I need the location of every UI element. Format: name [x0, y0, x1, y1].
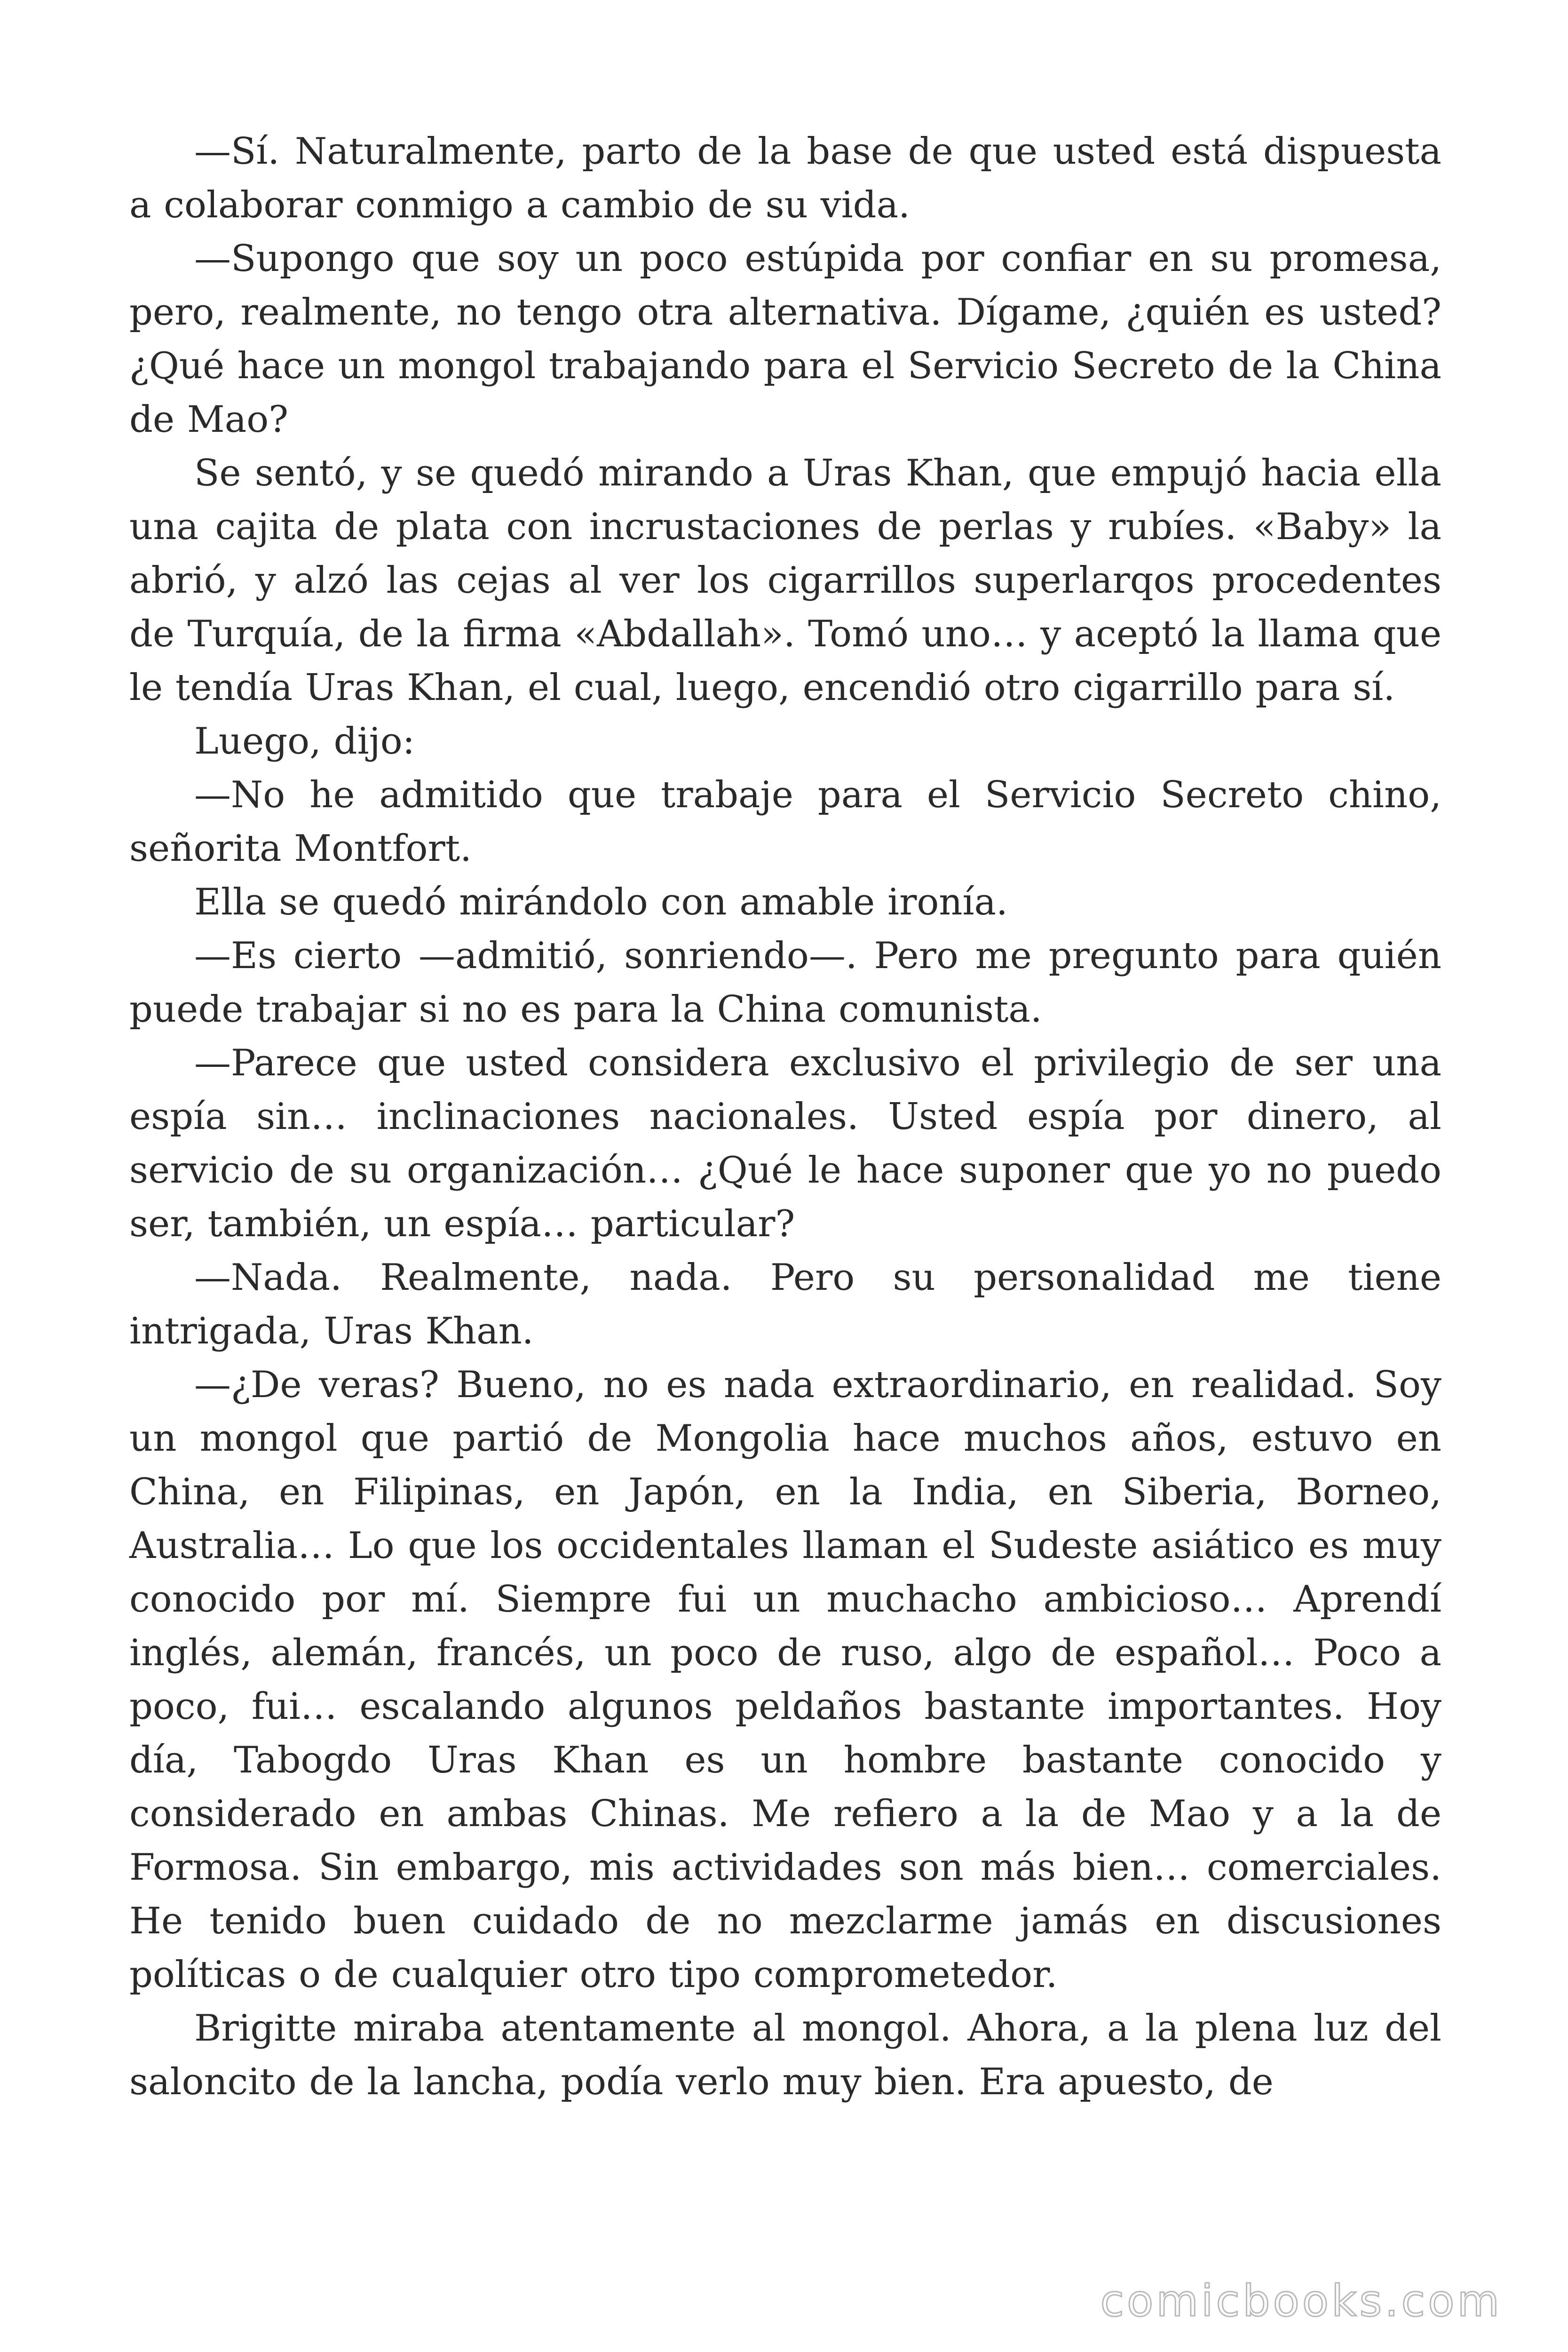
paragraph: Ella se quedó mirándolo con amable ironía. [194, 881, 1008, 923]
paragraph: —Supongo que soy un poco estúpida por confiar en su promesa, pero, realmente, no tengo otra alternativa. Dígame, ¿quién es usted? ¿Qué hace un mongol trabajando para el Servicio Secreto de la China de Mao? [129, 238, 1441, 441]
paragraph: —Parece que usted considera exclusivo el privilegio de ser una espía sin… inclinaciones nacionales. Usted espía por dinero, al servicio de su organización… ¿Qué le hace suponer que yo no puedo ser, también, un espía… particular? [129, 1042, 1441, 1245]
paragraph: —¿De veras? Bueno, no es nada extraordinario, en realidad. Soy un mongol que partió de Mongolia hace muchos años, estuvo en China, en Filipinas, en Japón, en la India, en Siberia, Borneo, Australia… Lo que los occidentales llaman el Sudeste asiático es muy conocido por mí. Siempre fui un muchacho ambicioso… Aprendí inglés, alemán, francés, un poco de ruso, algo de español… Poco a poco, fui… escalando algunos peldaños bastante importantes. Hoy día, Tabogdo Uras Khan es un hombre bastante conocido y considerado en ambas Chinas. Me refiero a la de Mao y a la de Formosa. Sin embargo, mis actividades son más bien… comerciales. He tenido buen cuidado de no mezclarme jamás en discusiones políticas o de cualquier otro tipo comprometedor. [129, 1364, 1441, 1996]
paragraph: —No he admitido que trabaje para el Servicio Secreto chino, señorita Montfort. [129, 774, 1441, 870]
paragraph: Luego, dijo: [194, 720, 415, 763]
paragraph: —Sí. Naturalmente, parto de la base de que usted está dispuesta a colaborar conmigo a cambio de su vida. [129, 130, 1441, 226]
paragraph: —Es cierto —admitió, sonriendo—. Pero me pregunto para quién puede trabajar si no es para la China comunista. [129, 935, 1441, 1031]
paragraph: —Nada. Realmente, nada. Pero su personalidad me tiene intrigada, Uras Khan. [129, 1256, 1441, 1352]
book-page-text [129, 125, 1441, 2109]
paragraph: Brigitte miraba atentamente al mongol. Ahora, a la plena luz del saloncito de la lancha, podía verlo muy bien. Era apuesto, de [129, 2007, 1441, 2103]
watermark: comicbooks.com [1100, 2276, 1502, 2326]
paragraph: Se sentó, y se quedó mirando a Uras Khan, que empujó hacia ella una cajita de plata con incrustaciones de perlas y rubíes. «Baby» la abrió, y alzó las cejas al ver los cigarrillos superlarqos procedentes de Turquía, de la firma «Abdallah». Tomó uno… y aceptó la llama que le tendía Uras Khan, el cual, luego, encendió otro cigarrillo para sí. [129, 452, 1441, 709]
